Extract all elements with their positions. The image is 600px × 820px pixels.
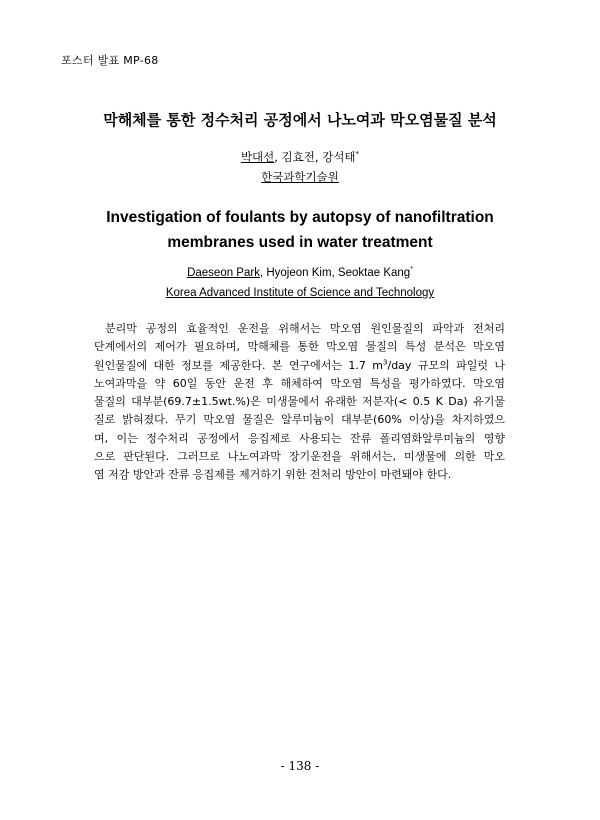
english-affiliation bbox=[0, 287, 600, 299]
english-corresponding-mark: * bbox=[410, 266, 413, 274]
korean-affiliation bbox=[0, 169, 600, 185]
abstract-line: 으로 판단된다. 그러므로 나노여과막 장기운전을 위해서는, 미생물에 의한 막오 bbox=[94, 450, 505, 464]
english-authors bbox=[0, 267, 600, 279]
english-title-line-1: Investigation of foulants by autopsy of nanofiltration bbox=[106, 209, 494, 226]
english-title-line-2: membranes used in water treatment bbox=[167, 234, 433, 251]
abstract-text: /day 규모의 파일럿 나 bbox=[387, 358, 505, 372]
abstract-line: 질로 밝혀졌다. 무기 막오염 물질은 알루미늄이 대부분(60% 이상)을 차지하였으 bbox=[94, 413, 505, 427]
korean-corresponding-mark: * bbox=[355, 150, 360, 159]
abstract-line: 염 저감 방안과 잔류 응집제를 제거하기 위한 전처리 방안이 마련돼야 한다. bbox=[94, 468, 452, 482]
abstract-line: 단계에서의 제어가 필요하며, 막해체를 통한 막오염 물질의 특성 분석은 막오염 bbox=[94, 340, 505, 354]
abstract-line bbox=[94, 357, 505, 375]
english-presenting-author: Daeseon Park bbox=[187, 267, 260, 279]
english-coauthors: , Hyojeon Kim, Seoktae Kang bbox=[259, 267, 411, 279]
abstract-line: 노여과막을 약 60일 동안 운전 후 해체하여 막오염 특성을 평가하였다. 막오염 bbox=[94, 376, 505, 390]
korean-affiliation-text: 한국과학기술원 bbox=[261, 170, 339, 184]
abstract-text: 원인물질에 대한 정보를 제공한다. 본 연구에서는 1.7 m bbox=[94, 358, 384, 372]
abstract bbox=[94, 320, 505, 485]
session-label: 포스터 발표 MP-68 bbox=[61, 54, 159, 67]
superscript-exponent: 3 bbox=[383, 357, 388, 366]
page-number: - 138 - bbox=[280, 759, 320, 773]
korean-authors bbox=[0, 149, 600, 165]
abstract-line: 분리막 공정의 효율적인 운전을 위해서는 막오염 원인물질의 파악과 전처리 bbox=[105, 322, 505, 335]
english-affiliation-text: Korea Advanced Institute of Science and Technology bbox=[165, 287, 435, 299]
abstract-line: 물질의 대부분(69.7±1.5wt.%)은 미생물에서 유래한 저분자(< 0.5 K Da) 유기물 bbox=[94, 395, 505, 409]
abstract-line: 며, 이는 정수처리 공정에서 응집제로 사용되는 잔류 폴리염화알루미늄의 영향 bbox=[94, 431, 505, 445]
korean-presenting-author: 박대선 bbox=[240, 150, 275, 164]
english-title bbox=[0, 205, 600, 255]
korean-coauthors: , 김효전, 강석태 bbox=[274, 150, 356, 164]
korean-title: 막해체를 통한 정수처리 공정에서 나노여과 막오염물질 분석 bbox=[103, 111, 497, 129]
